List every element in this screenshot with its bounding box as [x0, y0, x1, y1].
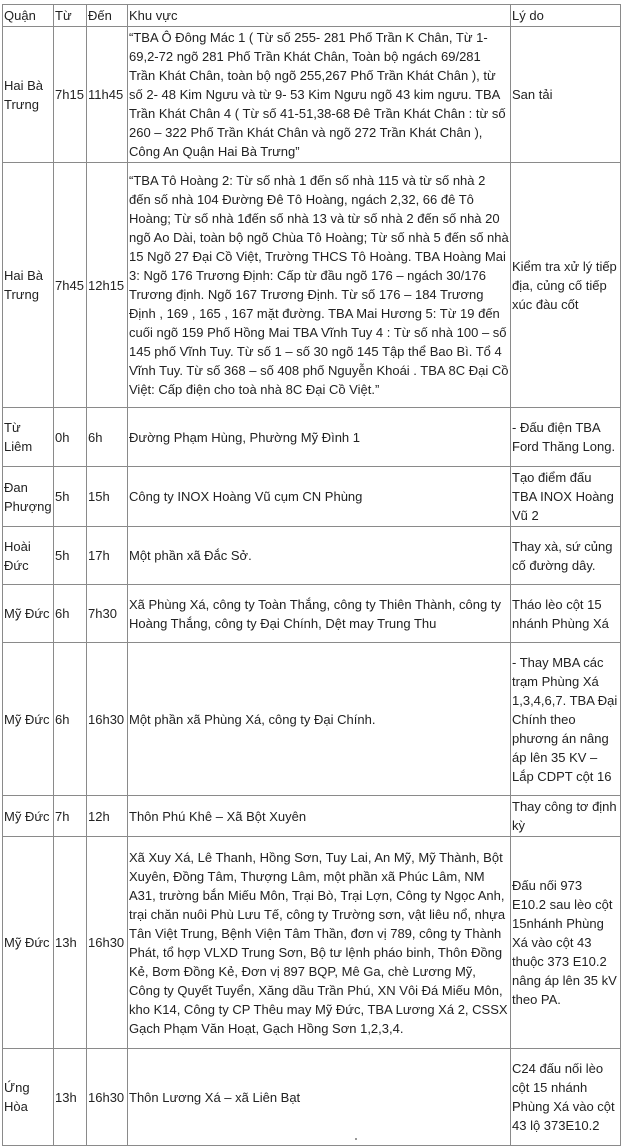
table-row [3, 585, 621, 643]
table-row [3, 408, 621, 467]
cell-reason: Tháo lèo cột 15 nhánh Phùng Xá [511, 585, 621, 643]
cell-area: Một phần xã Phùng Xá, công ty Đại Chính. [128, 643, 511, 796]
cell-district: Mỹ Đức [3, 837, 54, 1049]
cell-area: Đường Phạm Hùng, Phường Mỹ Đình 1 [128, 408, 511, 467]
table-row [3, 837, 621, 1049]
header-row [3, 5, 621, 27]
cell-from: 7h15 [54, 27, 87, 163]
table-body [3, 27, 621, 1146]
cell-from: 6h [54, 585, 87, 643]
table-row [3, 27, 621, 163]
cell-reason: Đấu nối 973 E10.2 sau lèo cột 15nhánh Phùng Xá vào cột 43 thuộc 373 E10.2 nâng áp lên 35 kV theo PA. [511, 837, 621, 1049]
cell-district: Hai Bà Trưng [3, 27, 54, 163]
cell-reason: - Thay MBA các trạm Phùng Xá 1,3,4,6,7. TBA Đại Chính theo phương án nâng áp lên 35 KV – Lắp CDPT cột 16 [511, 643, 621, 796]
cell-to: 16h30 [87, 643, 128, 796]
cell-reason: Thay xà, sứ củng cố đường dây. [511, 527, 621, 585]
cell-reason: Kiểm tra xử lý tiếp địa, củng cố tiếp xúc đàu cốt [511, 163, 621, 408]
cell-from: 13h [54, 837, 87, 1049]
cell-area: “TBA Ô Đông Mác 1 ( Từ số 255- 281 Phố Trần K Chân, Từ 1-69,2-72 ngõ 281 Phố Trần Khát Chân, Toàn bộ ngách 69/281 Trần Khát Chân, toàn bộ ngõ 255,267 Phố Trần Khát Chân ), từ số 2- 48 Kim Ngưu và từ 9- 53 Kim Ngưu ngõ 43 kim ngưu. TBA Trần Khát Chân 4 ( Từ số 41-51,38-68 Đê Trần Khát Chân : từ số 260 – 322 Phố Trần Khát Chân và ngõ 272 Trần Khát Chân ), Công An Quận Hai Bà Trưng” [128, 27, 511, 163]
cell-area: Thôn Lương Xá – xã Liên Bạt [128, 1049, 511, 1146]
cell-district: Hai Bà Trưng [3, 163, 54, 408]
cell-area: “TBA Tô Hoàng 2: Từ số nhà 1 đến số nhà 115 và từ số nhà 2 đến số nhà 104 Đường Đê Tô Hoàng, ngách 2,32, 66 đê Tô Hoàng; Từ số nhà 1đến số nhà 13 và từ số nhà 2 đến số nhà 20 ngõ Ao Dài, toàn bộ ngõ Chùa Tô Hoàng; Từ số nhà 5 đến số nhà 15 Ngõ 27 Đại Cồ Việt, Trường THCS Tô Hoàng. TBA Hoàng Mai 3: Ngõ 176 Trương Định: Cấp từ đầu ngõ 176 – ngách 30/176 Trương định. Ngõ 167 Trương Định. Từ số 176 – 184 Trương Định , 169 , 165 , 167 mặt đường. TBA Mai Hương 5: Từ 19 đến cuối ngõ 159 Phố Hồng Mai TBA Vĩnh Tuy 4 : Từ số nhà 100 – số 145 phố Vĩnh Tuy. Từ số 1 – số 30 ngõ 145 Tập thể Bao Bì. Tổ 4 Vĩnh Tuy. Từ số 368 – số 408 phố Nguyễn Khoái . TBA 8C Đại Cồ Việt: Cấp điện cho toà nhà 8C Đại Cồ Việt.” [128, 163, 511, 408]
header-to: Đến [87, 5, 128, 27]
cell-from: 5h [54, 467, 87, 527]
table-header [3, 5, 621, 27]
table-row [3, 643, 621, 796]
cell-from: 6h [54, 643, 87, 796]
cell-to: 12h [87, 796, 128, 837]
cell-reason: Thay công tơ định kỳ [511, 796, 621, 837]
table-row [3, 527, 621, 585]
bottom-dot-mark [355, 1138, 357, 1140]
cell-from: 13h [54, 1049, 87, 1146]
cell-district: Hoài Đức [3, 527, 54, 585]
cell-from: 5h [54, 527, 87, 585]
header-area: Khu vực [128, 5, 511, 27]
cell-to: 16h30 [87, 1049, 128, 1146]
header-from: Từ [54, 5, 87, 27]
cell-from: 7h [54, 796, 87, 837]
header-district: Quận [3, 5, 54, 27]
cell-district: Ứng Hòa [3, 1049, 54, 1146]
cell-area: Thôn Phú Khê – Xã Bột Xuyên [128, 796, 511, 837]
cell-district: Mỹ Đức [3, 643, 54, 796]
table-row [3, 163, 621, 408]
cell-to: 16h30 [87, 837, 128, 1049]
cell-district: Mỹ Đức [3, 796, 54, 837]
cell-to: 7h30 [87, 585, 128, 643]
cell-reason: - Đấu điện TBA Ford Thăng Long. [511, 408, 621, 467]
table-row [3, 467, 621, 527]
cell-area: Công ty INOX Hoàng Vũ cụm CN Phùng [128, 467, 511, 527]
cell-to: 17h [87, 527, 128, 585]
cell-district: Đan Phượng [3, 467, 54, 527]
cell-to: 6h [87, 408, 128, 467]
cell-from: 7h45 [54, 163, 87, 408]
cell-reason: Tạo điểm đấu TBA INOX Hoàng Vũ 2 [511, 467, 621, 527]
cell-to: 12h15 [87, 163, 128, 408]
cell-area: Một phần xã Đắc Sở. [128, 527, 511, 585]
cell-from: 0h [54, 408, 87, 467]
cell-district: Từ Liêm [3, 408, 54, 467]
cell-reason: C24 đấu nối lèo cột 15 nhánh Phùng Xá vào cột 43 lộ 373E10.2 [511, 1049, 621, 1146]
outage-schedule-table [2, 4, 621, 1146]
table-row [3, 796, 621, 837]
cell-area: Xã Phùng Xá, công ty Toàn Thắng, công ty Thiên Thành, công ty Hoàng Thắng, công ty Đại Chính, Dệt may Trung Thu [128, 585, 511, 643]
cell-to: 15h [87, 467, 128, 527]
cell-to: 11h45 [87, 27, 128, 163]
cell-district: Mỹ Đức [3, 585, 54, 643]
cell-reason: San tải [511, 27, 621, 163]
header-reason: Lý do [511, 5, 621, 27]
cell-area: Xã Xuy Xá, Lê Thanh, Hồng Sơn, Tuy Lai, An Mỹ, Mỹ Thành, Bột Xuyên, Đồng Tâm, Thượng Lâm, một phần xã Phúc Lâm, NM A31, trường bắn Miếu Môn, Trại Bò, Trại Lợn, Công ty Ngọc Anh, trại chăn nuôi Phù Lưu Tế, công ty Trường sơn, vật liêu nổ, nhựa Tân Việt Trung, Bệnh Viện Tâm Thần, đơn vị 789, công ty Thành Phát, tổ hợp VLXD Trung Sơn, Bộ tư lệnh pháo binh, Thôn Đồng Kẻ, Bơm Đồng Kẻ, Đơn vị 897 BQP, Mê Ga, chè Lương Mỹ, Công ty Quyết Tuyển, Xăng dầu Trần Phú, XN Vôi Đá Miếu Môn, kho K14, Công ty CP Thêu may Mỹ Đức, TBA Lương Xá 2, CSSX Gạch Phạm Văn Hoạt, Gạch Hồng Sơn 1,2,3,4. [128, 837, 511, 1049]
table-row [3, 1049, 621, 1146]
